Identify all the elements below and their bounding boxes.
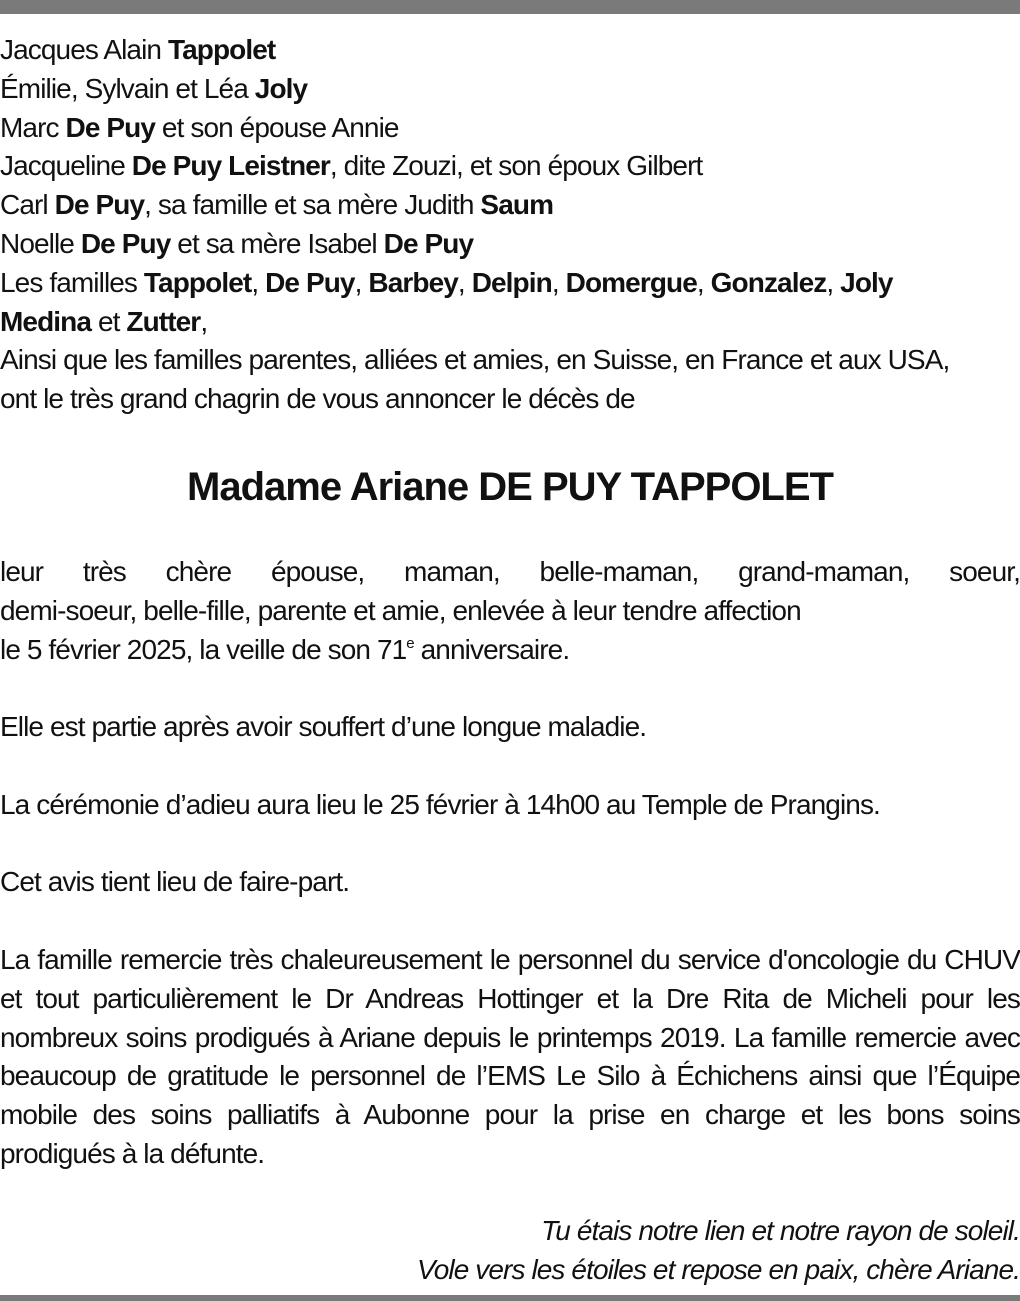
family-text: , (826, 266, 841, 298)
family-text: , (200, 305, 208, 337)
family-text: et sa mère Isabel (170, 227, 384, 259)
spacer (0, 825, 1020, 864)
thanks-paragraph: La famille remercie très chaleureusement le personnel du service d'oncologie du CHUV et tout particulièrement le Dr Andreas Hottinger et la Dre Rita de Micheli pour les nombreux soins prodigués à Ariane depuis le printemps 2019. La famille remercie avec beaucoup de gratitude le personnel de l’EMS Le Silo à Échichens ainsi que l’Équipe mobile des soins palliatifs à Aubonne pour la prise en charge et les bons soins prodigués à la défunte. (0, 943, 1020, 1169)
family-name-bold: Joly (840, 266, 893, 298)
family-line (0, 303, 1020, 342)
family-list (0, 31, 1020, 419)
family-name-bold: De Puy Leistner (131, 150, 330, 182)
family-text: , (696, 266, 711, 298)
family-line (0, 70, 1020, 109)
family-name-bold: Gonzalez (710, 266, 827, 298)
family-name-bold: De Puy (80, 227, 171, 259)
family-text: , (251, 266, 266, 298)
faire-part-text: Cet avis tient lieu de faire-part. (0, 866, 350, 898)
quote-line-1: Tu étais notre lien et notre rayon de soleil. (541, 1214, 1020, 1246)
family-line (0, 341, 1020, 380)
family-text: , (457, 266, 472, 298)
family-name-bold: Medina (0, 305, 92, 337)
family-text: Ainsi que les familles parentes, alliées et amies, en Suisse, en France et aux USA, (0, 344, 950, 376)
family-name-bold: De Puy (54, 189, 145, 221)
family-text: , (354, 266, 369, 298)
family-name-bold: De Puy (65, 111, 156, 143)
family-name-bold: Saum (480, 189, 554, 221)
tribute-line-3 (0, 631, 1020, 670)
family-name-bold: Barbey (368, 266, 458, 298)
family-line (0, 31, 1020, 70)
family-text: , sa famille et sa mère Judith (144, 189, 481, 221)
deceased-name: Madame Ariane DE PUY TAPPOLET (187, 464, 833, 509)
tribute-line-1: leur très chère épouse, maman, belle-maman, grand-maman, soeur, (0, 555, 1020, 587)
spacer (0, 747, 1020, 786)
tribute-anniversary-text: anniversaire. (413, 633, 570, 665)
tribute-line-2: demi-soeur, belle-fille, parente et amie, enlevée à leur tendre affection (0, 594, 801, 626)
family-text: , (551, 266, 566, 298)
top-border (0, 0, 1020, 14)
family-text: , dite Zouzi, et son époux Gilbert (329, 150, 703, 182)
bottom-border (0, 1295, 1020, 1301)
family-line (0, 186, 1020, 225)
ordinal-suffix: e (406, 634, 414, 652)
family-text: Noelle (0, 227, 81, 259)
family-text: Carl (0, 189, 55, 221)
family-text: Émilie, Sylvain et Léa (0, 72, 255, 104)
tribute-date-text: le 5 février 2025, la veille de son 71 (0, 633, 407, 665)
spacer (0, 902, 1020, 941)
family-name-bold: Joly (254, 72, 308, 104)
family-line (0, 109, 1020, 148)
family-text: ont le très grand chagrin de vous annoncer le décès de (0, 383, 635, 415)
quote-line-2: Vole vers les étoiles et repose en paix, chère Ariane. (416, 1253, 1020, 1285)
family-text: Marc (0, 111, 66, 143)
family-text: Les familles (0, 266, 144, 298)
death-notice (0, 31, 1020, 1289)
family-name-bold: Zutter (126, 305, 201, 337)
family-name-bold: Tappolet (143, 266, 252, 298)
family-name-bold: Delpin (471, 266, 552, 298)
ceremony-text: La cérémonie d’adieu aura lieu le 25 février à 14h00 au Temple de Prangins. (0, 788, 880, 820)
illness-text: Elle est partie après avoir souffert d’une longue maladie. (0, 711, 647, 743)
family-line (0, 147, 1020, 186)
family-name-bold: Tappolet (167, 34, 276, 65)
family-name-bold: De Puy (383, 227, 474, 259)
family-line (0, 264, 1020, 303)
family-line (0, 225, 1020, 264)
tribute-paragraph (0, 553, 1020, 669)
family-line (0, 380, 1020, 419)
family-text: et son épouse Annie (155, 111, 399, 143)
family-text: Jacques Alain (0, 34, 168, 65)
closing-quote (0, 1212, 1020, 1290)
family-text: et (91, 305, 127, 337)
family-name-bold: De Puy (265, 266, 355, 298)
spacer (0, 669, 1020, 708)
family-name-bold: Domergue (565, 266, 697, 298)
family-text: Jacqueline (0, 150, 132, 182)
